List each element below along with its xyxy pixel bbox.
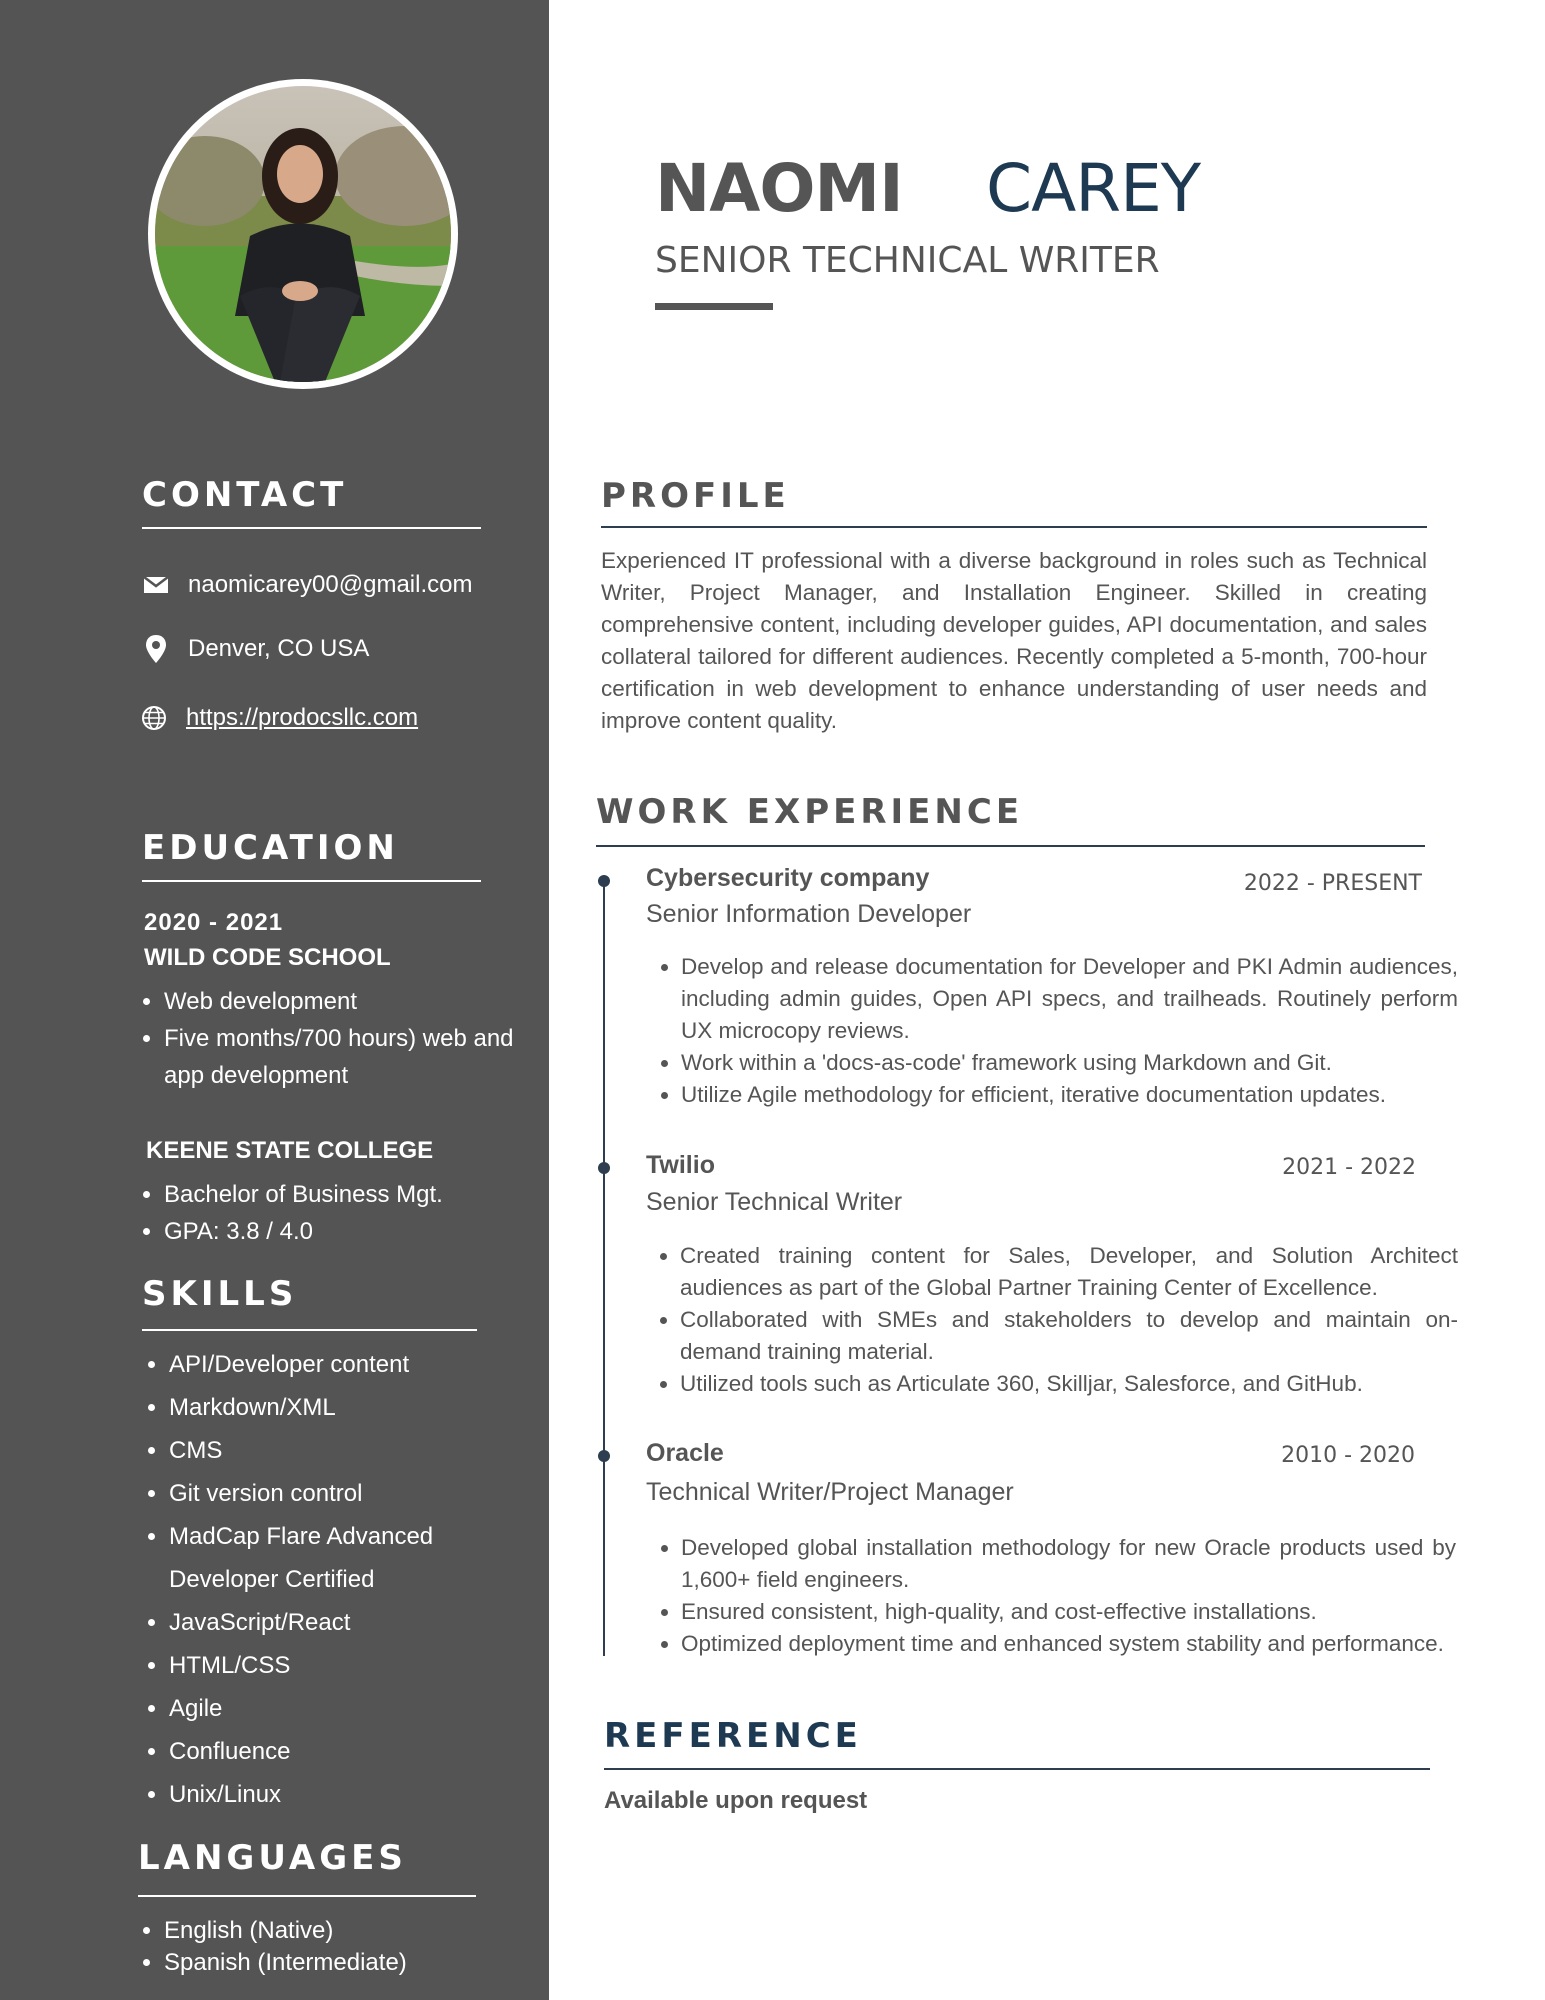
reference-divider	[604, 1768, 1430, 1770]
list-item: • Collaborated with SMEs and stakeholders to develop and maintain on-demand training material.	[680, 1304, 1458, 1368]
timeline-dot	[598, 875, 610, 887]
list-item: • Develop and release documentation for Developer and PKI Admin audiences, including admin guides, Open API specs, and trailheads. Routinely perform UX microcopy reviews.	[681, 951, 1458, 1047]
list-item: • Five months/700 hours) web and app development	[164, 1020, 524, 1094]
list-item: • Created training content for Sales, Developer, and Solution Architect audiences as part of the Global Partner Training Center of Excellence.	[680, 1240, 1458, 1304]
education-list	[128, 1176, 524, 1250]
job-bullets	[646, 1240, 1458, 1400]
skills-list	[133, 1343, 519, 1816]
profile-heading: PROFILE	[601, 476, 790, 516]
email-link[interactable]: naomicarey00@gmail.com	[188, 571, 473, 598]
education-school-name: KEENE STATE COLLEGE	[146, 1137, 434, 1164]
last-name: CAREY	[986, 150, 1201, 227]
list-item: • Ensured consistent, high-quality, and cost-effective installations.	[681, 1596, 1456, 1628]
list-item: • Spanish (Intermediate)	[164, 1947, 524, 1979]
sidebar	[0, 0, 549, 2000]
list-item: • Bachelor of Business Mgt.	[164, 1176, 524, 1213]
list-item: • MadCap Flare Advanced Developer Certified	[169, 1515, 519, 1601]
timeline-line	[603, 880, 605, 1656]
list-item: • Markdown/XML	[169, 1386, 519, 1429]
list-item: • Agile	[169, 1687, 519, 1730]
contact-email-row	[142, 571, 472, 599]
profile-photo-frame	[148, 79, 458, 389]
list-item: • Work within a 'docs-as-code' framework using Markdown and Git.	[681, 1047, 1458, 1079]
timeline-dot	[598, 1162, 610, 1174]
skills-heading: SKILLS	[142, 1274, 298, 1314]
mail-icon	[142, 571, 170, 599]
reference-text: Available upon request	[604, 1787, 868, 1814]
job-bullets	[647, 1532, 1456, 1660]
languages-list	[128, 1915, 524, 1979]
location-text: Denver, CO USA	[188, 635, 370, 662]
job-dates: 2010 - 2020	[1281, 1443, 1415, 1468]
work-experience-heading: WORK EXPERIENCE	[596, 792, 1024, 832]
first-name: NAOMI	[655, 150, 903, 227]
list-item: • English (Native)	[164, 1915, 524, 1947]
contact-heading: CONTACT	[142, 475, 348, 515]
job-role: Technical Writer/Project Manager	[646, 1478, 1014, 1506]
timeline-dot	[598, 1450, 610, 1462]
education-school-name: WILD CODE SCHOOL	[144, 944, 391, 971]
education-divider	[142, 880, 481, 882]
list-item: • Optimized deployment time and enhanced system stability and performance.	[681, 1628, 1456, 1660]
languages-divider	[138, 1895, 476, 1897]
list-item: • HTML/CSS	[169, 1644, 519, 1687]
location-pin-icon	[142, 635, 170, 663]
education-heading: EDUCATION	[142, 828, 399, 868]
work-experience-divider	[596, 845, 1425, 847]
job-role: Senior Information Developer	[646, 900, 972, 928]
profile-divider	[601, 526, 1427, 528]
job-role: Senior Technical Writer	[646, 1188, 903, 1216]
job-title: SENIOR TECHNICAL WRITER	[655, 240, 1160, 281]
job-dates: 2022 - PRESENT	[1243, 871, 1422, 896]
skills-divider	[142, 1329, 477, 1331]
job-company: Twilio	[646, 1151, 715, 1179]
profile-photo	[155, 86, 451, 382]
reference-heading: REFERENCE	[604, 1716, 862, 1756]
list-item: • CMS	[169, 1429, 519, 1472]
job-company: Cybersecurity company	[646, 864, 930, 892]
education-list	[128, 983, 524, 1094]
contact-website-row	[140, 704, 418, 732]
list-item: • Web development	[164, 983, 524, 1020]
list-item: • Unix/Linux	[169, 1773, 519, 1816]
list-item: • Confluence	[169, 1730, 519, 1773]
list-item: • Developed global installation methodology for new Oracle products used by 1,600+ field engineers.	[681, 1532, 1456, 1596]
contact-location-row	[142, 635, 369, 663]
education-years: 2020 - 2021	[144, 909, 284, 936]
list-item: • Utilized tools such as Articulate 360, Skilljar, Salesforce, and GitHub.	[680, 1368, 1458, 1400]
list-item: • Utilize Agile methodology for efficient, iterative documentation updates.	[681, 1079, 1458, 1111]
list-item: • API/Developer content	[169, 1343, 519, 1386]
list-item: • GPA: 3.8 / 4.0	[164, 1213, 524, 1250]
job-dates: 2021 - 2022	[1282, 1155, 1416, 1180]
website-link[interactable]: https://prodocsllc.com	[186, 704, 419, 731]
languages-heading: LANGUAGES	[138, 1838, 407, 1878]
list-item: • Git version control	[169, 1472, 519, 1515]
list-item: • JavaScript/React	[169, 1601, 519, 1644]
title-accent-bar	[655, 303, 773, 310]
profile-text: Experienced IT professional with a diverse background in roles such as Technical Writer, Project Manager, and Installation Engineer. Skilled in creating comprehensive content, including developer guides, API documentation, and sales collateral tailored for different audiences. Recently completed a 5-month, 700-hour certification in web development to enhance understanding of user needs and improve content quality.	[601, 548, 1427, 733]
globe-icon	[140, 704, 168, 732]
contact-divider	[142, 527, 481, 529]
job-company: Oracle	[646, 1439, 724, 1467]
job-bullets	[647, 951, 1458, 1111]
